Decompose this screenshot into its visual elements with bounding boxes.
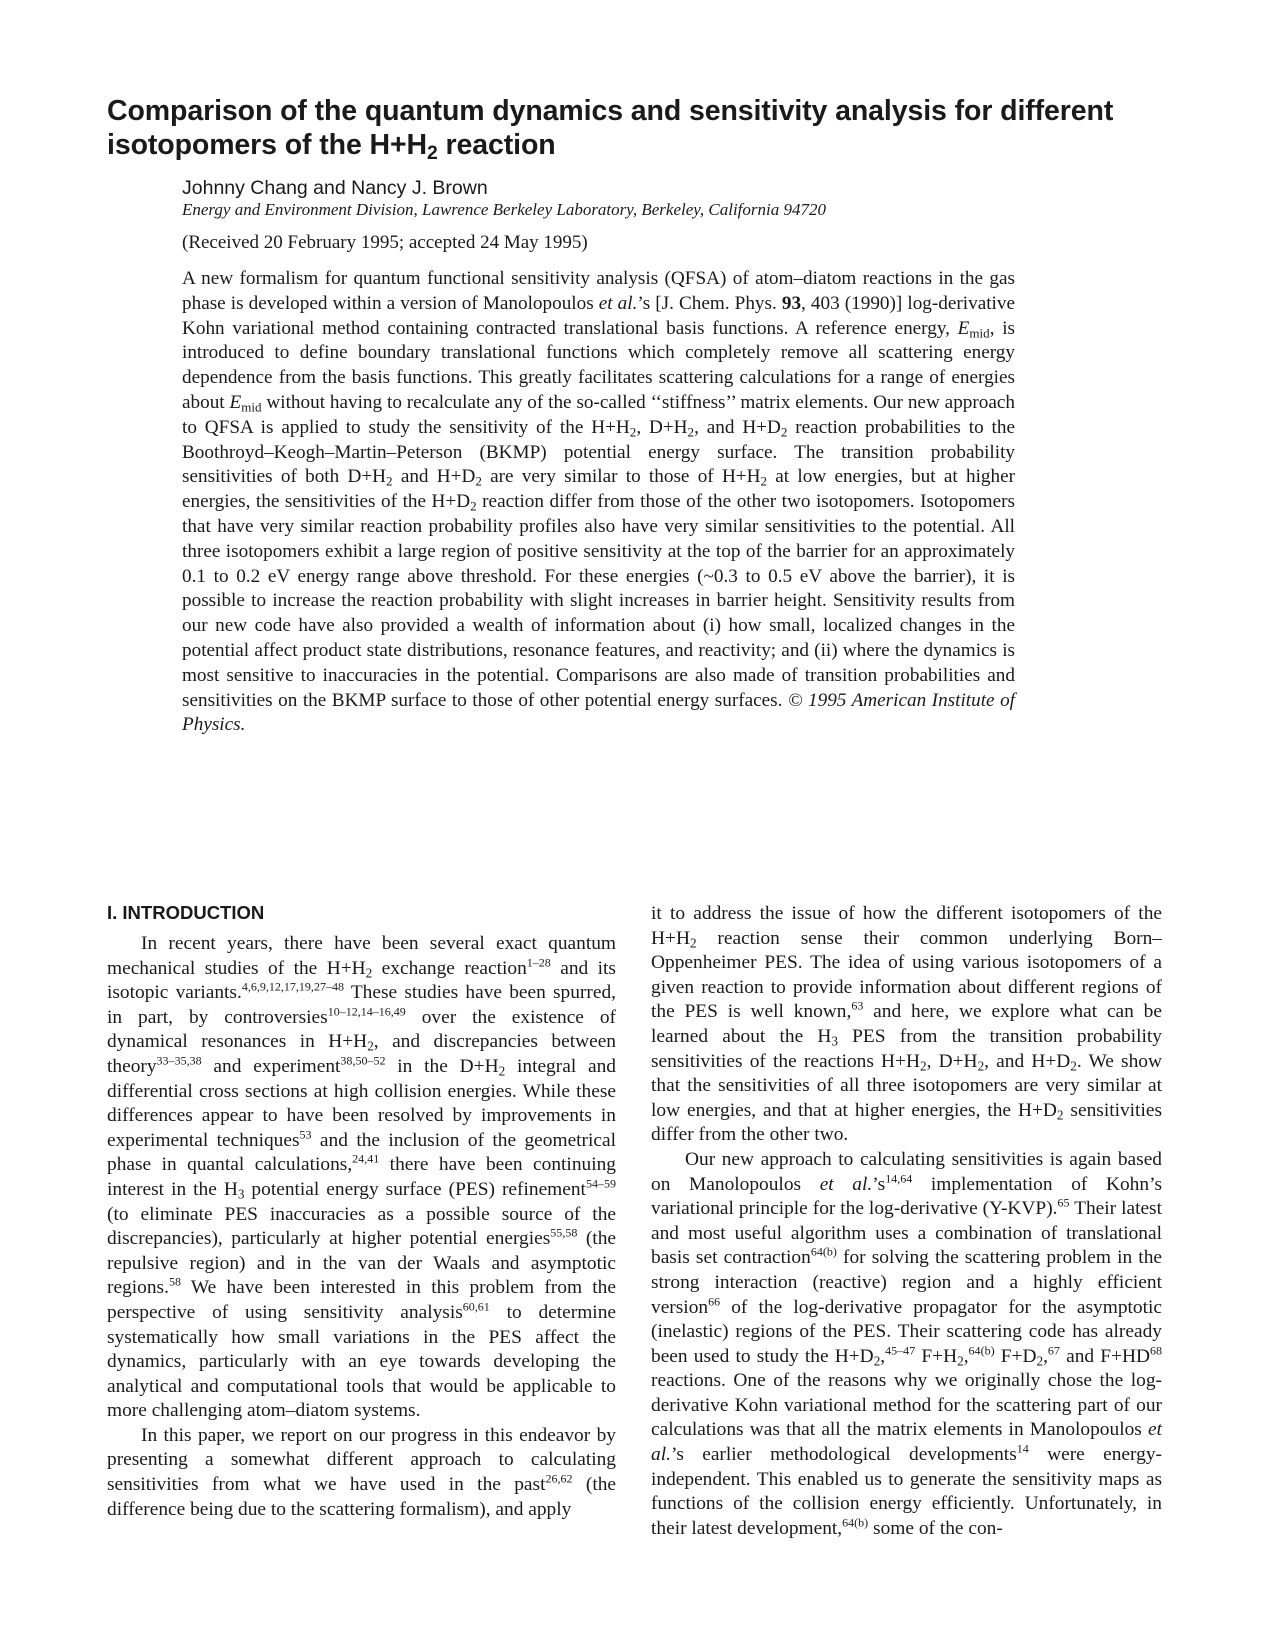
received-dates: (Received 20 February 1995; accepted 24 May 1995) bbox=[182, 232, 588, 253]
abstract: A new formalism for quantum functional sensitivity analysis (QFSA) of atom–diatom reactions in the gas phase is developed within a version of Manolopoulos et al.’s [J. Chem. Phys. 93, 403 (1990)] log-derivative Kohn variational method containing contracted translational basis functions. A reference energy, $E_{mid}$, is introduced to define boundary translational functions which completely remove all scattering energy dependence from the basis functions. This greatly facilitates scattering calculations for a range of energies about $E_{mid}$ without having to recalculate any of the so-called ‘‘stiffness’’ matrix elements. Our new approach to QFSA is applied to study the sensitivity of the $H+H_2$, $D+H_2$, and $H+D_2$ reaction probabilities to the Boothroyd–Keogh–Martin–Peterson (BKMP) potential energy surface. The transition probability sensitivities of both $D+H_2$ and $H+D_2$ are very similar to those of $H+H_2$ at low energies, but at higher energies, the sensitivities of the $H+D_2$ reaction differ from those of the other two isotopomers. Isotopomers that have very similar reaction probability profiles also have very similar sensitivities to the potential. All three isotopomers exhibit a large region of positive sensitivity at the top of the barrier for an approximately 0.1 to 0.2 eV energy range above threshold. For these energies (~0.3 to 0.5 eV above the barrier), it is possible to increase the reaction probability with slight increases in barrier height. Sensitivity results from our new code have also provided a wealth of information about (i) how small, localized changes in the potential affect product state distributions, resonance features, and reactivity; and (ii) where the dynamics is most sensitive to inaccuracies in the potential. Comparisons are also made of transition probabilities and sensitivities on the BKMP surface to those of other potential energy surfaces. © 1995 American Institute of Physics. bbox=[182, 268, 1015, 736]
section-heading-introduction: I. INTRODUCTION bbox=[107, 902, 265, 923]
author-list: Johnny Chang and Nancy J. Brown bbox=[182, 177, 488, 199]
copyright-notice: © 1995 American Institute of Physics. bbox=[182, 689, 1015, 736]
paragraph: it to address the issue of how the different isotopomers of the $H+H_2$ reaction sense their common underlying Born–Oppenheimer PES. The idea of using various isotopomers of a given reaction to provide information about different regions of the PES is well known,$^{63}$ and here, we explore what can be learned about the $H_3$ PES from the transition probability sensitivities of the reactions $H+H_2$, $D+H_2$, and $H+D_2$. We show that the sensitivities of all three isotopomers are very similar at low energies, and that at higher energies, the $H+D_2$ sensitivities differ from the other two. bbox=[651, 903, 1162, 1146]
paper-title: Comparison of the quantum dynamics and sensitivity analysis for different isotopomers of the $H+H_2$ reaction bbox=[107, 95, 1114, 164]
affiliation: Energy and Environment Division, Lawrence Berkeley Laboratory, Berkeley, California 94720 bbox=[182, 200, 826, 219]
body-column-right bbox=[651, 902, 1162, 1541]
paragraph: In this paper, we report on our progress in this endeavor by presenting a somewhat different approach to calculating sensitivities from what we have used in the past$^{26,62}$ (the difference being due to the scattering formalism), and apply bbox=[107, 1424, 617, 1520]
body-column-left bbox=[107, 932, 616, 1522]
paragraph: Our new approach to calculating sensitivities is again based on Manolopoulos et $al.’s^{14,64}$ implementation of Kohn’s variational principle for the log-derivative (Y-KVP).$^{65}$ Their latest and most useful algorithm uses a combination of translational basis set contraction$^{64(b)}$ for solving the scattering problem in the strong interaction (reactive) region and a highly efficient version$^{66}$ of the log-derivative propagator for the asymptotic (inelastic) regions of the PES. Their scattering code has already been used to study the $H+D_2,^{45-47}$ $F+H_2,^{64(b)}$ $F+D_2,^{67}$ and $F+HD^{68}$ reactions. One of the reasons why we originally chose the log-derivative Kohn variational method for the scattering part of our calculations was that all the matrix elements in Manolopoulos et al.’s earlier methodological developments$^{14}$ were energy-independent. This enabled us to generate the sensitivity maps as functions of the collision energy efficiently. Unfortunately, in their latest development,$^{64(b)}$ some of the con- bbox=[651, 1148, 1163, 1539]
paragraph: In recent years, there have been several exact quantum mechanical studies of the $H+H_2$ exchange reaction$^{1-28}$ and its isotopic variants.$^{4,6,9,12,17,19,27-48}$ These studies have been spurred, in part, by controversies$^{10-12,14-16,49}$ over the existence of dynamical resonances in $H+H_2$, and discrepancies between theory$^{33-35,38}$ and experiment$^{38,50-52}$ in the $D+H_2$ integral and differential cross sections at high collision energies. While these differences appear to have been resolved by improvements in experimental techniques$^{53}$ and the inclusion of the geometrical phase in quantal calculations,$^{24,41}$ there have been continuing interest in the $H_3$ potential energy surface (PES) refinement$^{54-59}$ (to eliminate PES inaccuracies as a possible source of the discrepancies), particularly at higher potential energies$^{55,58}$ (the repulsive region) and in the van der Waals and asymptotic regions.$^{58}$ We have been interested in this problem from the perspective of using sensitivity analysis$^{60,61}$ to determine systematically how small variations in the PES affect the dynamics, particularly with an eye towards developing the analytical and computational tools that would be applicable to more challenging atom–diatom systems. bbox=[107, 933, 617, 1422]
